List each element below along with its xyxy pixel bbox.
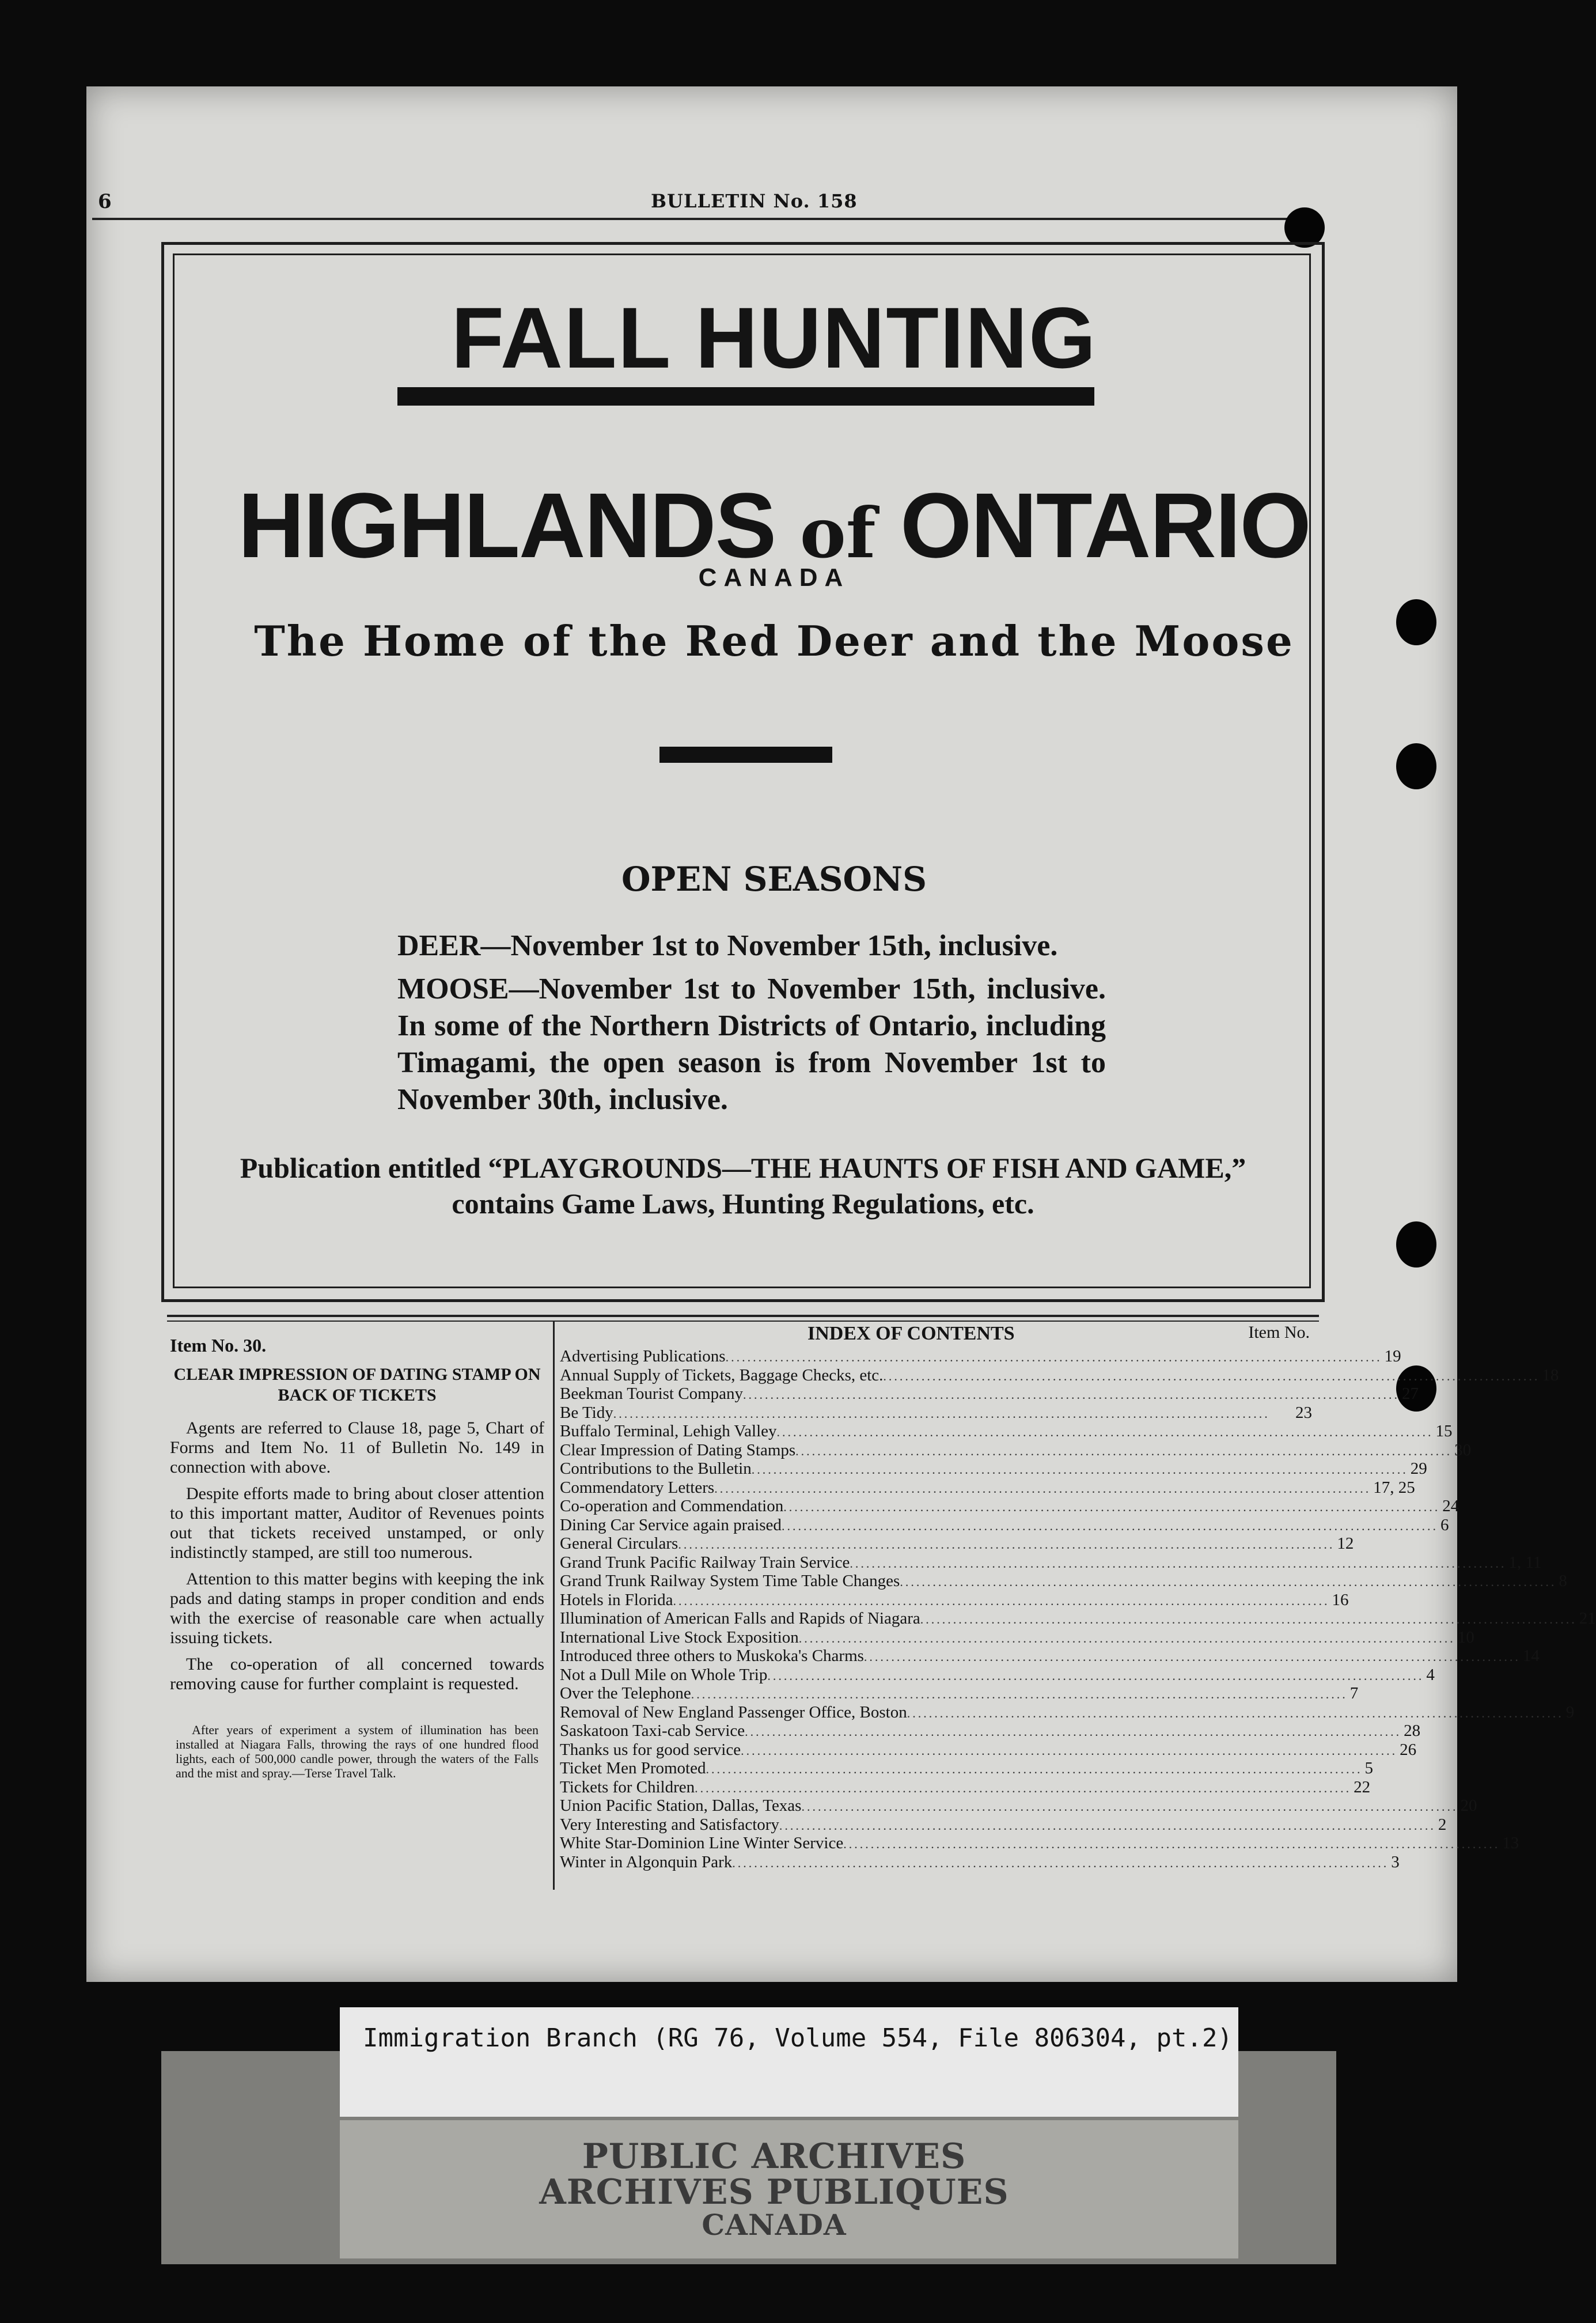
leader-dots: ........................................................................................................................	[745, 1724, 1402, 1739]
item-article	[170, 1335, 544, 1780]
index-entry-item: 22	[1354, 1777, 1371, 1796]
index-of-contents	[560, 1323, 1596, 1871]
index-entry-item: 17, 25	[1373, 1478, 1415, 1497]
index-title: INDEX OF CONTENTS	[808, 1323, 1015, 1344]
index-row	[560, 1684, 1359, 1703]
item-paragraph: Despite efforts made to bring about closer attention to this important matter, Auditor of Revenues points out that tickets received unstamped, or only indistinctly stamped, are still too numerous.	[170, 1484, 544, 1562]
index-entry-item: 10	[1457, 1628, 1474, 1647]
leader-dots: ........................................................................................................................	[801, 1799, 1458, 1814]
index-entry-label: Beekman Tourist Company	[560, 1384, 744, 1403]
index-row	[560, 1740, 1417, 1760]
header-rule	[92, 218, 1319, 220]
bulletin-title: BULLETIN No. 158	[651, 190, 858, 212]
leader-dots: ........................................................................................................................	[907, 1705, 1564, 1720]
index-entry-item: 20	[1460, 1796, 1477, 1815]
index-entry-label: Thanks us for good service	[560, 1740, 741, 1759]
leader-dots: ........................................................................................................................	[920, 1612, 1577, 1626]
index-row	[560, 1815, 1447, 1834]
index-entry-label: Very Interesting and Satisfactory	[560, 1815, 779, 1834]
index-entry-item: 3	[1391, 1852, 1400, 1871]
leader-dots: ........................................................................................................................	[779, 1818, 1436, 1833]
index-entry-label: Tickets for Children	[560, 1777, 695, 1796]
index-row	[560, 1384, 1419, 1403]
index-entry-label: Union Pacific Station, Dallas, Texas	[560, 1796, 802, 1815]
index-row	[560, 1759, 1373, 1778]
leader-dots: ........................................................................................................................	[751, 1462, 1408, 1477]
leader-dots: ........................................................................................................................	[776, 1425, 1434, 1439]
index-entry-item: 19	[1384, 1347, 1401, 1365]
column-divider	[553, 1322, 555, 1890]
index-entry-item: 13	[1502, 1834, 1519, 1852]
index-row	[560, 1702, 1575, 1722]
index-entry-item: 18	[1542, 1365, 1559, 1384]
index-row	[560, 1422, 1453, 1441]
index-entry-item: 2	[1438, 1815, 1447, 1834]
index-entry-item: 16	[1332, 1590, 1349, 1609]
index-row	[560, 1609, 1596, 1628]
page-number: 6	[98, 190, 112, 213]
index-row	[560, 1834, 1519, 1853]
index-entry-label: Saskatoon Taxi-cab Service	[560, 1722, 745, 1740]
index-entry-item: 9	[1565, 1702, 1575, 1722]
index-entry-label: Ticket Men Promoted	[560, 1759, 706, 1777]
index-row	[560, 1347, 1401, 1366]
index-row	[560, 1665, 1435, 1685]
section-rule	[167, 1321, 1319, 1322]
archive-stamp-line: CANADA	[702, 2208, 847, 2242]
index-entry-label: Grand Trunk Railway System Time Table Changes	[560, 1572, 900, 1590]
ad-headline: HIGHLANDS of ONTARIO	[238, 474, 1310, 577]
index-entry-label: Co-operation and Commendation	[560, 1497, 784, 1515]
item-paragraph: Agents are referred to Clause 18, page 5, Chart of Forms and Item No. 11 of Bulletin No. 149 in connection with above.	[170, 1418, 544, 1477]
leader-dots: ........................................................................................................................	[673, 1593, 1330, 1608]
index-entry-label: Be Tidy	[560, 1403, 613, 1422]
index-entry-item: 1, 11	[1508, 1553, 1542, 1572]
index-row	[560, 1796, 1477, 1815]
index-entry-label: Winter in Algonquin Park	[560, 1852, 733, 1871]
leader-dots: ........................................................................................................................	[613, 1406, 1270, 1421]
title-underline	[397, 387, 1094, 406]
index-entry-item: 21	[1579, 1609, 1596, 1628]
index-row	[560, 1553, 1542, 1572]
index-entry-label: General Circulars	[560, 1534, 678, 1553]
leader-dots: ........................................................................................................................	[767, 1668, 1424, 1683]
index-row	[560, 1777, 1371, 1797]
archive-stamp-line: ARCHIVES PUBLIQUES	[539, 2172, 1009, 2212]
index-entry-label: Over the Telephone	[560, 1684, 691, 1702]
index-entry-item: 23	[1295, 1403, 1312, 1422]
index-row	[560, 1852, 1400, 1872]
index-entry-item: 12	[1337, 1534, 1354, 1553]
index-row	[560, 1534, 1354, 1553]
leader-dots: ........................................................................................................................	[732, 1855, 1389, 1870]
leader-dots: ........................................................................................................................	[783, 1500, 1440, 1514]
leader-dots: ........................................................................................................................	[781, 1518, 1438, 1533]
leader-dots: ........................................................................................................................	[900, 1575, 1557, 1589]
index-entry-label: Introduced three others to Muskoka's Charms	[560, 1647, 864, 1665]
index-entry-item: 7	[1349, 1684, 1359, 1702]
index-entry-label: International Live Stock Exposition	[560, 1628, 799, 1647]
leader-dots: ........................................................................................................................	[843, 1837, 1500, 1851]
leader-dots: ........................................................................................................................	[850, 1556, 1507, 1571]
index-row	[560, 1515, 1449, 1535]
index-entry-item: 24	[1442, 1497, 1459, 1515]
ad-frame-inner	[173, 254, 1311, 1288]
leader-dots: ........................................................................................................................	[883, 1368, 1540, 1383]
index-entry-label: Clear Impression of Dating Stamps	[560, 1440, 796, 1459]
index-row	[560, 1365, 1559, 1385]
ad-title: FALL HUNTING	[451, 289, 1097, 386]
index-row	[560, 1628, 1474, 1647]
index-entry-item: 26	[1400, 1740, 1417, 1759]
leader-dots: ........................................................................................................................	[725, 1350, 1382, 1364]
index-row	[560, 1590, 1349, 1610]
index-entry-item: 29	[1410, 1459, 1427, 1478]
index-row	[560, 1722, 1421, 1741]
index-entry-label: Grand Trunk Pacific Railway Train Service	[560, 1553, 850, 1572]
leader-dots: ........................................................................................................................	[741, 1743, 1398, 1758]
punch-hole	[1396, 743, 1436, 789]
index-entry-item: 5	[1364, 1759, 1373, 1777]
index-row	[560, 1403, 1312, 1422]
open-seasons-heading: OPEN SEASONS	[621, 860, 927, 899]
item-paragraph: Attention to this matter begins with keeping the ink pads and dating stamps in proper condition and ends with the exercise of reasonable care when actually issuing tickets.	[170, 1569, 544, 1647]
index-entry-item: 4	[1426, 1665, 1435, 1684]
index-entry-label: Hotels in Florida	[560, 1590, 673, 1609]
index-entry-item: 30	[1454, 1440, 1472, 1459]
leader-dots: ........................................................................................................................	[678, 1537, 1335, 1552]
leader-dots: ........................................................................................................................	[795, 1443, 1453, 1458]
deer-season: DEER—November 1st to November 15th, inclusive.	[397, 929, 1058, 962]
index-header	[560, 1323, 1312, 1347]
ad-tagline: The Home of the Red Deer and the Moose	[254, 616, 1294, 665]
publication-note: Publication entitled “PLAYGROUNDS—THE HAUNTS OF FISH AND GAME,” contains Game Laws, Hunting Regulations, etc.	[240, 1152, 1246, 1220]
index-entry-label: Illumination of American Falls and Rapids of Niagara	[560, 1609, 920, 1628]
index-list	[560, 1347, 1596, 1871]
index-entry-item: 27	[1402, 1384, 1419, 1403]
index-row	[560, 1572, 1567, 1591]
leader-dots: ........................................................................................................................	[691, 1687, 1348, 1701]
ad-country: CANADA	[698, 563, 850, 592]
index-entry-label: Removal of New England Passenger Office, Boston	[560, 1702, 907, 1722]
index-entry-label: Commendatory Letters	[560, 1478, 715, 1497]
item-paragraph: The co-operation of all concerned towards removing cause for further complaint is requested.	[170, 1655, 544, 1693]
index-row	[560, 1459, 1427, 1478]
leader-dots: ........................................................................................................................	[743, 1387, 1400, 1402]
index-entry-item: 8	[1559, 1572, 1567, 1590]
divider-bar	[659, 747, 832, 763]
leader-dots: ........................................................................................................................	[695, 1780, 1352, 1795]
index-entry-label: Advertising Publications	[560, 1347, 726, 1365]
index-row	[560, 1647, 1540, 1666]
punch-hole	[1396, 1221, 1436, 1268]
leader-dots: ........................................................................................................................	[798, 1630, 1455, 1645]
index-row	[560, 1440, 1472, 1460]
item-number: Item No. 30.	[170, 1335, 267, 1356]
section-rule	[167, 1315, 1319, 1317]
index-entry-item: 14	[1522, 1647, 1540, 1665]
index-entry-label: Buffalo Terminal, Lehigh Valley	[560, 1422, 777, 1440]
index-item-column-header: Item No.	[1248, 1323, 1310, 1342]
archive-stamp-line: PUBLIC ARCHIVES	[582, 2136, 966, 2177]
index-entry-item: 28	[1404, 1722, 1421, 1740]
item-heading: CLEAR IMPRESSION OF DATING STAMP ON BACK OF TICKETS	[173, 1365, 541, 1405]
index-entry-item: 15	[1435, 1422, 1453, 1440]
index-entry-label: Dining Car Service again praised	[560, 1515, 782, 1534]
index-entry-label: Not a Dull Mile on Whole Trip	[560, 1665, 768, 1684]
index-entry-label: White Star-Dominion Line Winter Service	[560, 1834, 844, 1852]
moose-season: MOOSE—November 1st to November 15th, inclusive. In some of the Northern Districts of Ontario, including Timagami, the open season is from November 1st to November 30th, inclusive.	[397, 973, 1106, 1116]
niagara-note: After years of experiment a system of illumination has been installed at Niagara Falls, throwing the rays of one hundred flood lights, each of 500,000 candle power, through the waters of the Falls and the mist and spray.—Terse Travel Talk.	[176, 1723, 539, 1780]
leader-dots: ........................................................................................................................	[706, 1762, 1363, 1776]
leader-dots: ........................................................................................................................	[714, 1481, 1371, 1496]
index-row	[560, 1478, 1415, 1497]
index-entry-label: Annual Supply of Tickets, Baggage Checks, etc.	[560, 1365, 884, 1384]
archive-reference: Immigration Branch (RG 76, Volume 554, File 806304, pt.2)	[363, 2023, 1233, 2053]
index-row	[560, 1497, 1459, 1516]
index-entry-label: Contributions to the Bulletin	[560, 1459, 752, 1478]
index-entry-item: 6	[1440, 1515, 1449, 1534]
leader-dots: ........................................................................................................................	[863, 1649, 1521, 1664]
